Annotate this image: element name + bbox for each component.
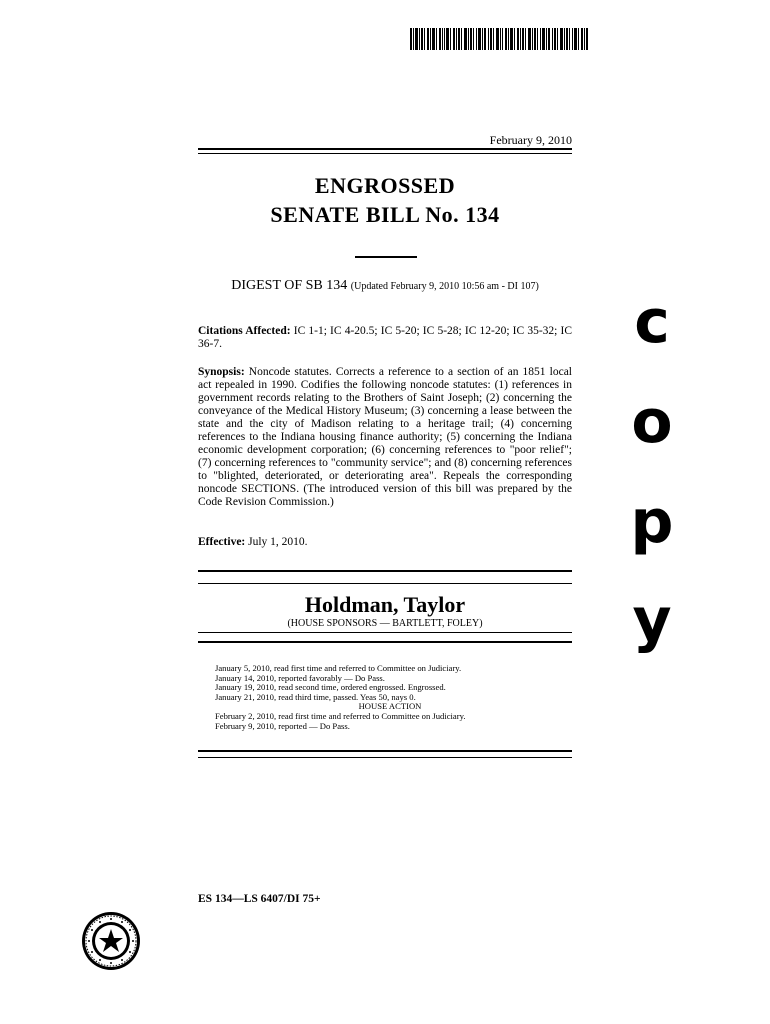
barcode-image [410,28,588,50]
sponsor-rule-2 [198,583,572,584]
sponsor-rule-1 [198,570,572,572]
bill-footer-id: ES 134—LS 6407/DI 75+ [198,893,321,905]
synopsis-label: Synopsis: [198,366,245,378]
state-seal-icon [81,911,141,971]
senate-action: January 5, 2010, read first time and referred to Committee on Judiciary. [215,663,462,673]
sponsor-name: Holdman, Taylor [304,592,466,617]
sponsor-rule-3 [198,632,572,633]
citations-label: Citations Affected: [198,325,291,337]
citations-section [198,325,572,351]
sponsor-rule-4 [198,641,572,643]
senate-action: January 14, 2010, reported favorably — Do Pass. [215,672,385,683]
header-rule-top [198,148,572,150]
senate-action: January 19, 2010, read second time, ordered engrossed. Engrossed. [215,682,446,693]
digest-main: DIGEST OF SB 134 [231,278,348,293]
bill-title-line2: SENATE BILL No. 134 [270,202,500,227]
copy-letter-c: c [634,287,670,357]
copy-letter-p: p [630,487,674,557]
header-rule-bottom [198,153,572,154]
digest-heading [198,278,572,294]
copy-letter-o: o [631,387,673,457]
effective-text: July 1, 2010. [248,536,308,548]
copy-letter-y: y [632,585,672,655]
house-action-heading: HOUSE ACTION [358,701,422,712]
actions-rule-2 [198,757,572,758]
senate-action: January 21, 2010, read third time, passed. Yeas 50, nays 0. [215,691,416,702]
bill-title-line1: ENGROSSED [314,173,456,198]
citations-text: IC 1-1; IC 4-20.5; IC 5-20; IC 5-28; IC 12-20; IC 35-32; IC 36-7. [198,325,572,350]
synopsis-text: Noncode statutes. Corrects a reference to a section of an 1851 local act repealed in 1990. Codifies the following noncode statutes: (1) references in government records relating to the Brothers of Saint Joseph; (2) concerning the conveyance of the Medical History Museum; (3) concerning a lease between the state and the city of Madison relating to a heritage trail; (4) concerning references to the Indiana housing finance authority; (5) concerning the Indiana economic development corporation; (6) concerning references to "poor relief"; (7) concerning references to "community service"; and (8) concerning references to "blighted, deteriorated, or deteriorating area". Repeals the corresponding noncode SECTIONS. (The introduced version of this bill was prepared by the Code Revision Commission.) [198,366,572,508]
synopsis-section [198,366,572,509]
actions-rule-1 [198,750,572,752]
house-sponsors: (HOUSE SPONSORS — BARTLETT, FOLEY) [287,618,483,629]
effective-label: Effective: [198,536,246,548]
effective-section [198,536,572,549]
bill-date: February 9, 2010 [489,133,572,147]
title-divider [355,256,417,258]
house-action: February 9, 2010, reported — Do Pass. [215,720,350,731]
digest-updated: (Updated February 9, 2010 10:56 am - DI 107) [350,281,539,292]
house-action: February 2, 2010, read first time and referred to Committee on Judiciary. [215,710,466,721]
legislative-actions [215,664,565,731]
